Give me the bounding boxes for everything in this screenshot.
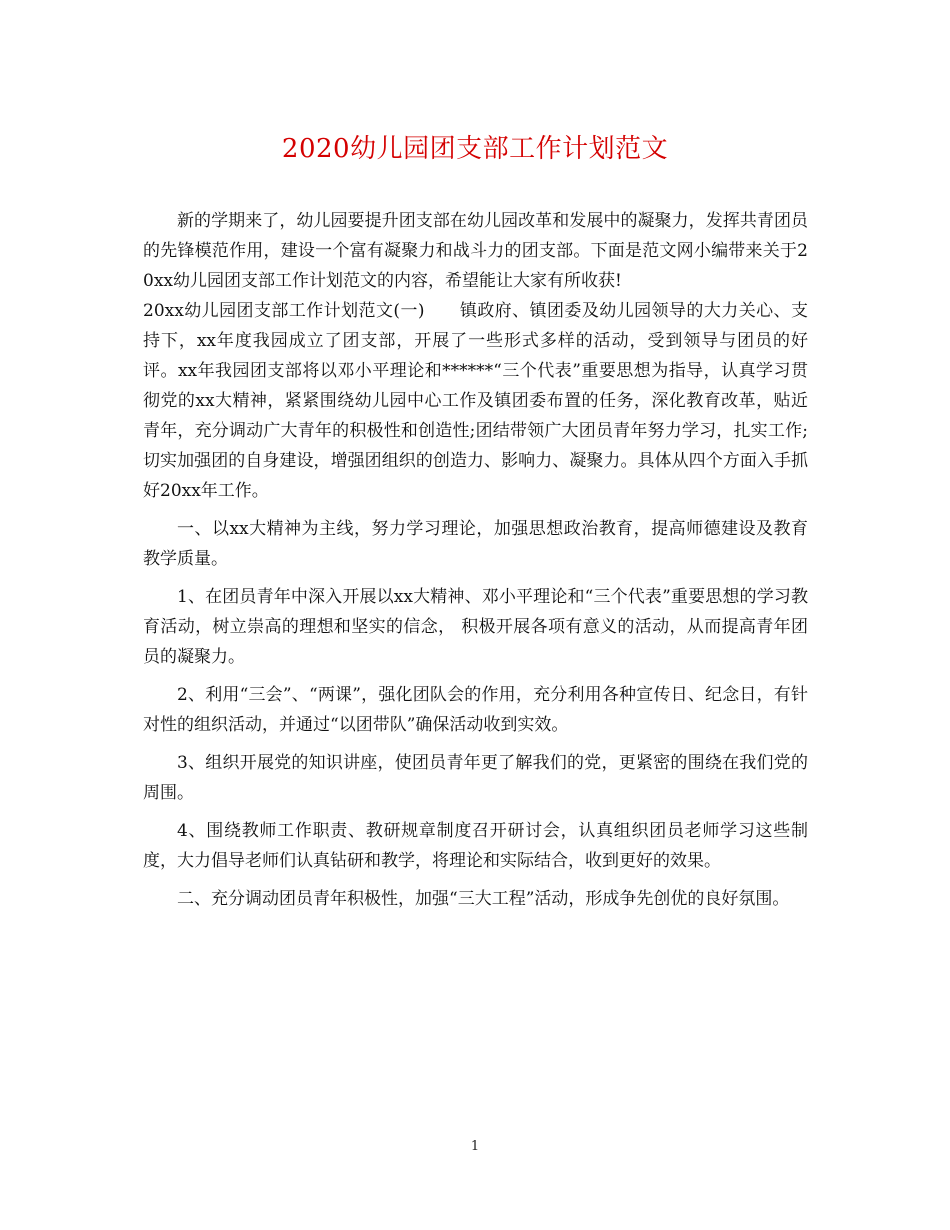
list-item-one: 1、在团员青年中深入开展以xx大精神、邓小平理论和“三个代表”重要思想的学习教育活动，树立崇高的理想和坚实的信念， 积极开展各项有意义的活动，从而提高青年团员的凝聚力。: [143, 587, 808, 667]
page-number: 1: [470, 1139, 480, 1154]
plan-paragraph: 20xx幼儿园团支部工作计划范文(一) 镇政府、镇团委及幼儿园领导的大力关心、支持下，xx年度我园成立了团支部，开展了一些形式多样的活动，受到领导与团员的好评。xx年我园团支部将以邓小平理论和******“三个代表”重要思想为指导，认真学习贯彻党的xx大精神，紧紧围绕幼儿园中心工作及镇团委布置的任务，深化教育改革，贴近青年，充分调动广大青年的积极性和创造性;团结带领广大团员青年努力学习，扎实工作;切实加强团的自身建设，增强团组织的创造力、影响力、凝聚力。具体从四个方面入手抓好20xx年工作。: [143, 301, 808, 501]
intro-paragraph: 新的学期来了，幼儿园要提升团支部在幼儿园改革和发展中的凝聚力，发挥共青团员的先锋模范作用，建设一个富有凝聚力和战斗力的团支部。下面是范文网小编带来关于20xx幼儿园团支部工作计划范文的内容，希望能让大家有所收获!: [143, 211, 808, 291]
list-item-four: 4、围绕教师工作职责、教研规章制度召开研讨会，认真组织团员老师学习这些制度，大力倡导老师们认真钻研和教学，将理论和实际结合，收到更好的效果。: [143, 821, 808, 871]
section-heading-two: 二、充分调动团员青年积极性，加强“三大工程”活动，形成争先创优的良好氛围。: [177, 889, 790, 909]
list-item-three: 3、组织开展党的知识讲座，使团员青年更了解我们的党，更紧密的围绕在我们党的周围。: [143, 753, 808, 803]
list-item-two: 2、利用“三会”、“两课”，强化团队会的作用，充分利用各种宣传日、纪念日，有针对性的组织活动，并通过“以团带队”确保活动收到实效。: [143, 685, 808, 735]
section-heading-one: 一、以xx大精神为主线，努力学习理论，加强思想政治教育，提高师德建设及教育教学质量。: [143, 519, 808, 569]
document-body: [143, 206, 808, 914]
document-title: 2020幼儿园团支部工作计划范文: [281, 134, 669, 164]
